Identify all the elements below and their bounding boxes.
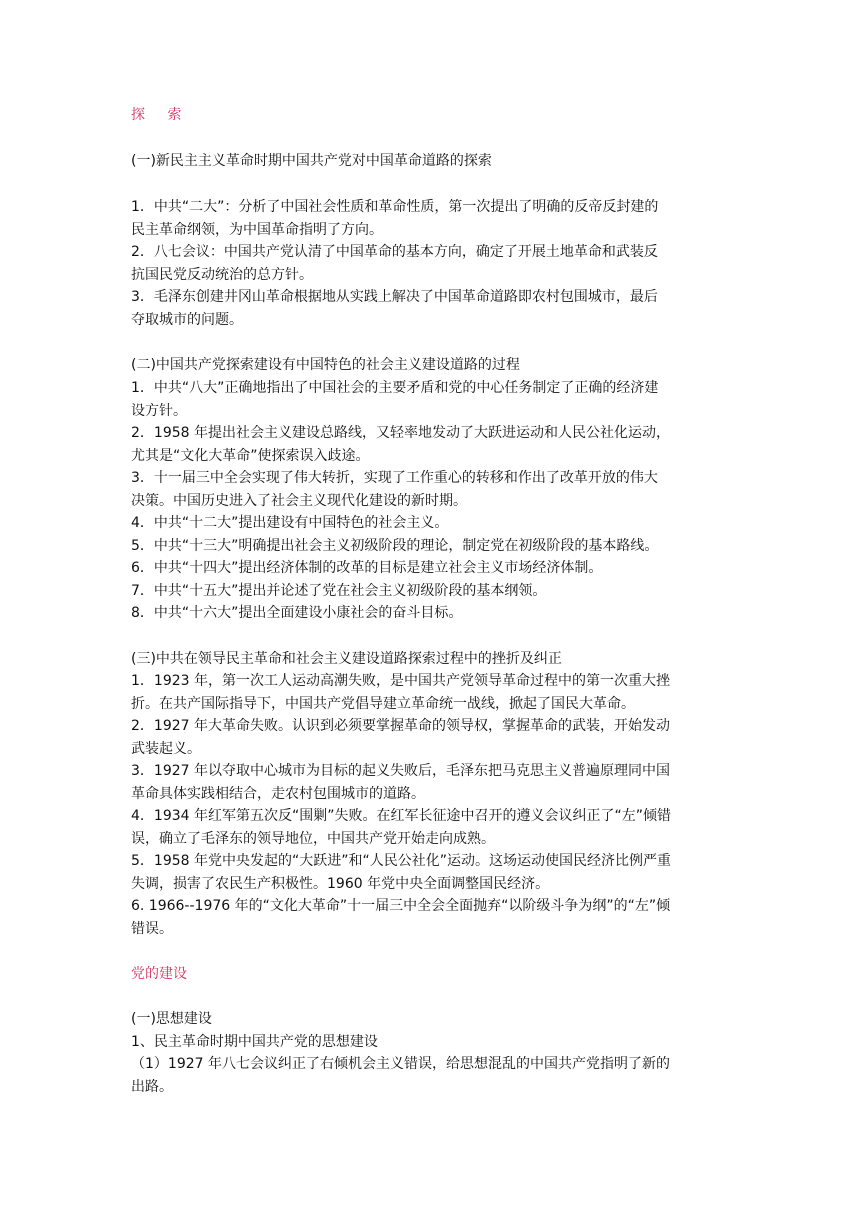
subheading-ideology: (一)思想建设: [131, 1011, 212, 1027]
text-line: 4．1934 年红军第五次反“围剿”失败。在红军长征途中召开的遵义会议纠正了“左”倾错: [131, 808, 671, 824]
section-3-item-5: [131, 850, 736, 895]
text-line: 5．中共“十三大”明确提出社会主义初级阶段的理论，制定党在初级阶段的基本路线。: [131, 538, 659, 554]
section-2-item-6: [131, 557, 736, 580]
text-line: 1．中共“二大”：分析了中国社会性质和革命性质，第一次提出了明确的反帝反封建的: [131, 199, 659, 215]
subheading-democratic-era: 1、民主革命时期中国共产党的思想建设: [131, 1034, 378, 1050]
text-line: 民主革命纲领，为中国革命指明了方向。: [131, 221, 383, 238]
text-line: 误，确立了毛泽东的领导地位，中国共产党开始走向成熟。: [131, 830, 495, 847]
text-line: 1．1923 年，第一次工人运动高潮失败，是中国共产党领导革命过程中的第一次重大挫: [131, 673, 670, 689]
section-3-item-6: [131, 895, 736, 940]
section-2-item-8: [131, 602, 736, 625]
text-line: 失调，损害了农民生产积极性。1960 年党中央全面调整国民经济。: [131, 875, 550, 892]
section-3-item-1: [131, 670, 736, 715]
text-line: 夺取城市的问题。: [131, 311, 243, 328]
text-line: 3．1927 年以夺取中心城市为目标的起义失败后，毛泽东把马克思主义普遍原理同中国: [131, 763, 670, 779]
text-line: 错误。: [131, 920, 173, 937]
text-line: （1）1927 年八七会议纠正了右倾机会主义错误，给思想混乱的中国共产党指明了新的: [131, 1056, 670, 1072]
section-3-item-4: [131, 805, 736, 850]
text-line: 6．中共“十四大”提出经济体制的改革的目标是建立社会主义市场经济体制。: [131, 560, 603, 576]
text-line: 6. 1966--1976 年的“文化大革命”十一届三中全会全面抛弃“以阶级斗争为纲”的“左”倾: [131, 898, 671, 914]
text-line: 5．1958 年党中央发起的“大跃进”和“人民公社化”运动。这场运动使国民经济比例严重: [131, 853, 671, 869]
text-line: 决策。中国历史进入了社会主义现代化建设的新时期。: [131, 492, 467, 509]
text-line: 革命具体实践相结合，走农村包围城市的道路。: [131, 785, 425, 802]
section-2-item-2: [131, 422, 736, 467]
text-line: 抗国民党反动统治的总方针。: [131, 266, 313, 283]
section-3-item-3: [131, 760, 736, 805]
section-1-item-3: [131, 286, 736, 331]
text-line: 3．毛泽东创建井冈山革命根据地从实践上解决了中国革命道路即农村包围城市，最后: [131, 289, 658, 305]
section-1-item-1: [131, 196, 736, 241]
title-explore: 探 索: [131, 107, 191, 123]
text-line: 3．十一届三中全会实现了伟大转折，实现了工作重心的转移和作出了改革开放的伟大: [131, 470, 658, 486]
text-line: 7．中共“十五大”提出并论述了党在社会主义初级阶段的基本纲领。: [131, 583, 547, 599]
text-line: 出路。: [131, 1078, 173, 1095]
section-2-item-3: [131, 467, 736, 512]
text-line: 折。在共产国际指导下，中国共产党倡导建立革命统一战线，掀起了国民大革命。: [131, 695, 635, 712]
text-line: 设方针。: [131, 402, 187, 419]
text-line: 武装起义。: [131, 740, 201, 757]
section-3-item-2: [131, 715, 736, 760]
title-party-building: 党的建设: [131, 966, 187, 982]
section-2-item-1: [131, 377, 736, 422]
text-line: 4．中共“十二大”提出建设有中国特色的社会主义。: [131, 515, 449, 531]
text-line: 2．八七会议：中国共产党认清了中国革命的基本方向，确定了开展土地革命和武装反: [131, 244, 658, 260]
section-3-heading: (三)中共在领导民主革命和社会主义建设道路探索过程中的挫折及纠正: [131, 651, 562, 667]
section-1-heading: (一)新民主主义革命时期中国共产党对中国革命道路的探索: [131, 153, 492, 169]
section-1-item-2: [131, 241, 736, 286]
section-2-item-5: [131, 535, 736, 558]
section-2-item-7: [131, 580, 736, 603]
text-line: 2．1927 年大革命失败。认识到必须要掌握革命的领导权，掌握革命的武装，开始发动: [131, 718, 670, 734]
text-line: 1．中共“八大”正确地指出了中国社会的主要矛盾和党的中心任务制定了正确的经济建: [131, 380, 659, 396]
text-line: 8．中共“十六大”提出全面建设小康社会的奋斗目标。: [131, 605, 463, 621]
text-line: 2．1958 年提出社会主义建设总路线，又轻率地发动了大跃进运动和人民公社化运动，: [131, 425, 670, 441]
section-2-item-4: [131, 512, 736, 535]
text-line: 尤其是“文化大革命”使探索误入歧途。: [131, 447, 370, 464]
party-item-1: [131, 1053, 736, 1098]
section-2-heading: (二)中国共产党探索建设有中国特色的社会主义建设道路的过程: [131, 357, 520, 373]
